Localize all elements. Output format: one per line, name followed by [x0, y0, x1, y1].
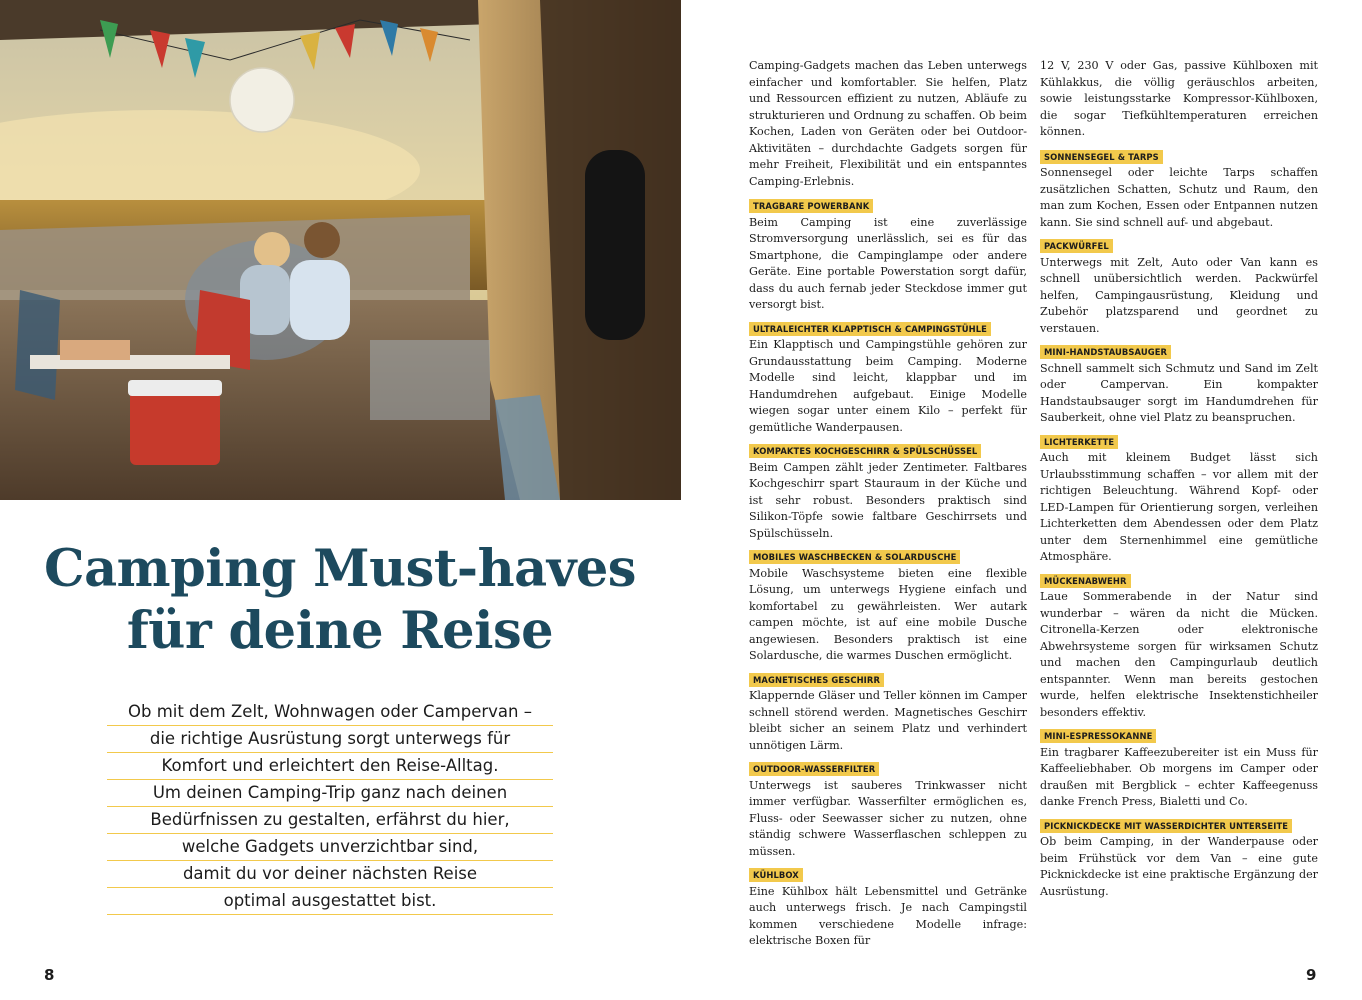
intro-line: die richtige Ausrüstung sorgt unterwegs für — [107, 726, 553, 753]
text-column-2 — [1040, 58, 1318, 900]
section-heading: OUTDOOR-WASSERFILTER — [749, 762, 879, 776]
title-line-2: für deine Reise — [126, 601, 554, 661]
section-text: Unterwegs ist sauberes Trinkwasser nicht immer verfügbar. Wasserfilter ermöglichen es, Fluss- oder Seewasser sicher zu nutzen, ohne ständig schwere Wasserflaschen schleppen zu müssen. — [749, 778, 1027, 858]
section-heading: MINI-HANDSTAUBSAUGER — [1040, 345, 1171, 359]
intro-line: welche Gadgets unverzichtbar sind, — [107, 834, 553, 861]
intro-line: Ob mit dem Zelt, Wohnwagen oder Campervan – — [107, 699, 553, 726]
section-text: Klappernde Gläser und Teller können im Camper schnell störend werden. Magnetisches Geschirr bleibt sicher an seinem Platz und verhindert unnötigen Lärm. — [749, 689, 1027, 752]
section-heading: MÜCKENABWEHR — [1040, 574, 1131, 588]
section-text: Ein Klapptisch und Campingstühle gehören zur Grundausstattung beim Camping. Moderne Modelle sind leicht, klappbar und im Handumdrehen aufgebaut. Einige Modelle wiegen sogar unter einem Kilo – perfekt für gemütliche Wanderpausen. — [749, 338, 1027, 434]
section — [1040, 149, 1318, 232]
section — [749, 672, 1027, 755]
page-number-right: 9 — [1306, 966, 1317, 984]
section-text: Schnell sammelt sich Schmutz und Sand im Zelt oder Campervan. Ein kompakter Handstaubsauger sorgt im Handumdrehen für Sauberkeit, ohne viel Platz zu beanspruchen. — [1040, 361, 1318, 424]
section-text: Eine Kühlbox hält Lebensmittel und Getränke auch unterwegs frisch. Je nach Campingstil kommen verschiedene Modelle infrage: elektrische Boxen für — [749, 884, 1027, 947]
section-heading: SONNENSEGEL & TARPS — [1040, 150, 1163, 164]
section — [1040, 238, 1318, 337]
intro-line: damit du vor deiner nächsten Reise — [107, 861, 553, 888]
page-title — [40, 538, 640, 662]
section-text: Beim Campen zählt jeder Zentimeter. Faltbares Kochgeschirr spart Stauraum in der Küche und ist sehr robust. Besonders praktisch sind Silikon-Töpfe sowie faltbare Geschirrsets und Spülschüsseln. — [749, 460, 1027, 540]
section — [749, 761, 1027, 860]
section-heading: MAGNETISCHES GESCHIRR — [749, 673, 884, 687]
intro-line: Bedürfnissen zu gestalten, erfährst du hier, — [107, 807, 553, 834]
intro-paragraph: Camping-Gadgets machen das Leben unterwegs einfacher und komfortabler. Sie helfen, Platz und Ressourcen effizient zu nutzen, Abläufe zu strukturieren und Ordnung zu schaffen. Ob beim Kochen, Laden von Geräten oder bei Outdoor-Aktivitäten – durchdachte Gadgets sorgen für mehr Freiheit, Flexibilität und ein entspanntes Camping-Erlebnis. — [749, 59, 1027, 188]
section — [1040, 434, 1318, 566]
section-heading: MOBILES WASCHBECKEN & SOLARDUSCHE — [749, 550, 960, 564]
section-text: Auch mit kleinem Budget lässt sich Urlaubsstimmung schaffen – vor allem mit der richtigen Beleuchtung. Während Kopf- oder LED-Lampen für Orientierung sorgen, verleihen Lichterketten dem Abendessen oder dem Platz unter dem Sternenhimmel eine gemütliche Atmosphäre. — [1040, 451, 1318, 563]
section-heading: TRAGBARE POWERBANK — [749, 199, 873, 213]
section-text: Laue Sommerabende in der Natur sind wunderbar – wären da nicht die Mücken. Citronella-Kerzen oder elektronische Abwehrsysteme sorgen für wirksamen Schutz und machen den Campingurlaub deutlich entspannter. Wenn man bereits gestochen wurde, helfen elektrische Insektenstichheiler besonders effektiv. — [1040, 590, 1318, 719]
section-heading: MINI-ESPRESSOKANNE — [1040, 729, 1156, 743]
section — [749, 867, 1027, 950]
section-heading: PICKNICKDECKE MIT WASSERDICHTER UNTERSEITE — [1040, 819, 1292, 833]
section-text: Unterwegs mit Zelt, Auto oder Van kann es schnell unübersichtlich werden. Packwürfel helfen, Campingausrüstung, Kleidung und Zubehör platzsparend und geordnet zu verstauen. — [1040, 255, 1318, 335]
intro-box — [107, 699, 553, 915]
text-column-1 — [749, 58, 1027, 950]
camping-photo — [0, 0, 681, 500]
intro-line: Komfort und erleichtert den Reise-Alltag. — [107, 753, 553, 780]
section-text: Sonnensegel oder leichte Tarps schaffen zusätzlichen Schatten, Schutz und Raum, den man zum Kochen, Essen oder Entpannen nutzen kann. Sie sind schnell auf- und abgebaut. — [1040, 166, 1318, 229]
section-text: Beim Camping ist eine zuverlässige Stromversorgung unerlässlich, sei es für das Smartphone, die Campinglampe oder andere Geräte. Eine portable Powerstation sorgt dafür, dass du auch fernab jeder Steckdose immer gut versorgt bist. — [749, 215, 1027, 311]
page-number-left: 8 — [44, 966, 55, 984]
section — [1040, 728, 1318, 811]
section — [749, 549, 1027, 665]
intro-line: Um deinen Camping-Trip ganz nach deinen — [107, 780, 553, 807]
section — [749, 443, 1027, 542]
section — [1040, 818, 1318, 901]
intro-line: optimal ausgestattet bist. — [107, 888, 553, 915]
section-heading: KÜHLBOX — [749, 868, 803, 882]
continued-paragraph: 12 V, 230 V oder Gas, passive Kühlboxen mit Kühlakkus, die völlig geräuschlos arbeiten, sowie leistungsstarke Kompressor-Kühlboxen, die sogar Tiefkühltemperaturen erreichen können. — [1040, 59, 1318, 138]
section — [1040, 573, 1318, 722]
section — [749, 198, 1027, 314]
section-heading: ULTRALEICHTER KLAPPTISCH & CAMPINGSTÜHLE — [749, 322, 991, 336]
section-text: Mobile Waschsysteme bieten eine flexible Lösung, um unterwegs Hygiene einfach und komfortabel zu gewährleisten. Wer autark campen möchte, ist auf eine mobile Dusche angewiesen. Besonders praktisch ist eine Solardusche, die warmes Duschen ermöglicht. — [749, 566, 1027, 662]
section-text: Ein tragbarer Kaffeezubereiter ist ein Muss für Kaffeeliebhaber. Ob morgens im Camper oder draußen mit Bergblick – echter Kaffeegenuss danke French Press, Bialetti und Co. — [1040, 745, 1318, 808]
title-line-1: Camping Must-haves — [43, 539, 637, 599]
section-heading: PACKWÜRFEL — [1040, 239, 1113, 253]
section-heading: LICHTERKETTE — [1040, 435, 1118, 449]
section-heading: KOMPAKTES KOCHGESCHIRR & SPÜLSCHÜSSEL — [749, 444, 981, 458]
section — [749, 321, 1027, 437]
section — [1040, 344, 1318, 427]
section-text: Ob beim Camping, in der Wanderpause oder beim Frühstück vor dem Van – eine gute Picknickdecke ist eine praktische Ergänzung der Ausrüstung. — [1040, 835, 1318, 898]
